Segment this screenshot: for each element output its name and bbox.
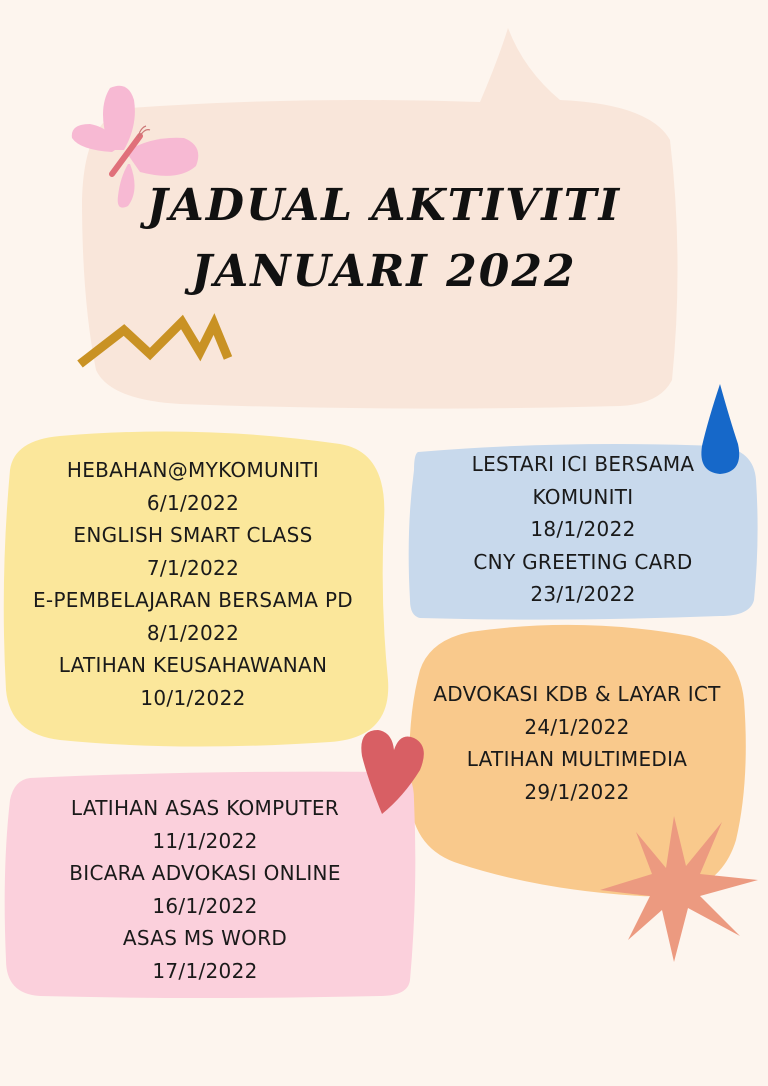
card-line: 7/1/2022 — [146, 555, 240, 580]
card-line: 23/1/2022 — [530, 582, 636, 606]
title-line-1: JADUAL AKTIVITI — [146, 180, 622, 231]
card-line: LESTARI ICI BERSAMA — [471, 452, 695, 476]
blue-card — [410, 448, 756, 611]
card-line: ENGLISH SMART CLASS — [73, 523, 313, 547]
card-line: LATIHAN ASAS KOMPUTER — [70, 796, 340, 820]
card-line: ASAS MS WORD — [122, 926, 288, 950]
card-line: E-PEMBELAJARAN BERSAMA PD — [32, 588, 354, 612]
card-line: 18/1/2022 — [530, 517, 636, 541]
card-line: 6/1/2022 — [146, 490, 240, 515]
card-line: 16/1/2022 — [152, 893, 258, 918]
card-line: ADVOKASI KDB & LAYAR ICT — [433, 682, 721, 706]
card-line: 29/1/2022 — [524, 779, 630, 804]
card-line: LATIHAN MULTIMEDIA — [466, 747, 688, 771]
card-line: BICARA ADVOKASI ONLINE — [69, 861, 341, 885]
card-line: HEBAHAN@MYKOMUNITI — [66, 458, 320, 482]
orange-card — [410, 678, 744, 808]
card-line: 11/1/2022 — [152, 828, 258, 853]
card-line: 10/1/2022 — [140, 685, 246, 710]
card-line: CNY GREETING CARD — [473, 549, 693, 574]
card-line: 24/1/2022 — [524, 714, 630, 739]
card-line: LATIHAN KEUSAHAWANAN — [58, 653, 328, 677]
title-line-2: JANUARI 2022 — [191, 246, 577, 297]
card-line: 8/1/2022 — [146, 620, 240, 645]
card-line: 17/1/2022 — [152, 958, 258, 983]
pink-card — [6, 792, 404, 987]
yellow-card — [6, 454, 380, 714]
card-line: KOMUNITI — [532, 484, 634, 509]
